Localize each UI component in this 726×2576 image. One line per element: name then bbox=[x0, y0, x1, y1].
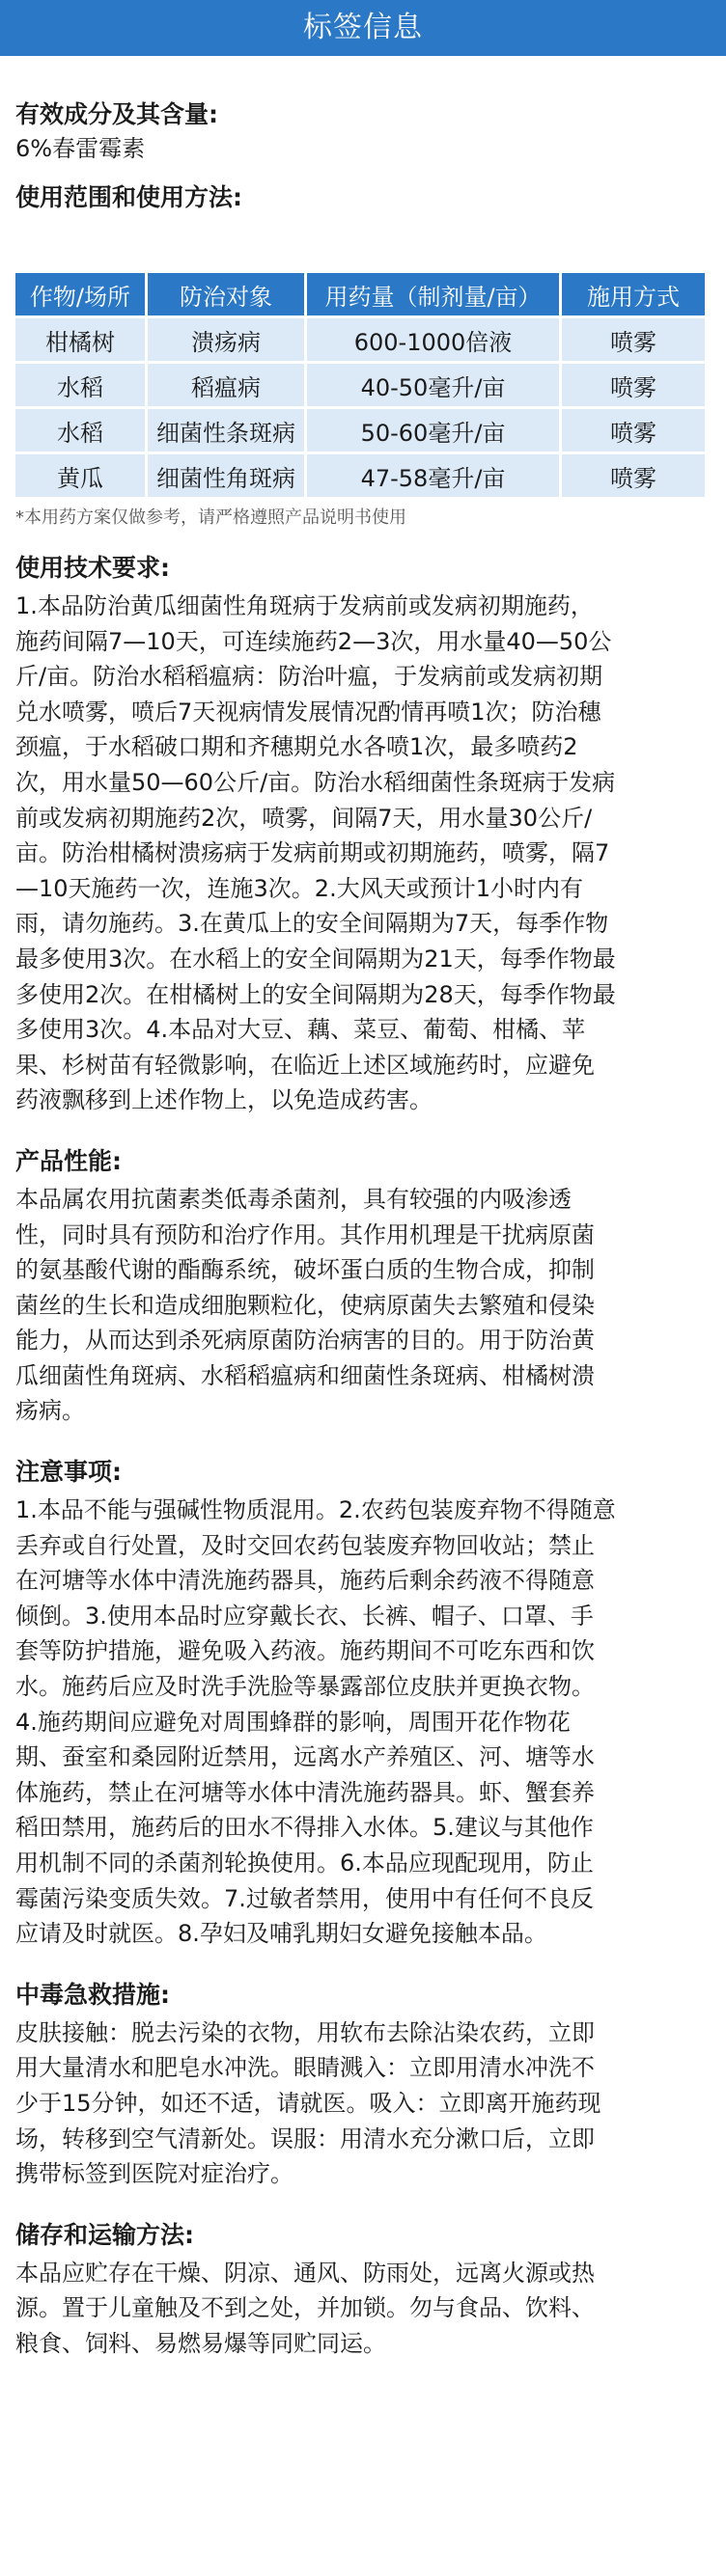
text-line: 用机制不同的杀菌剂轮换使用。6.本品应现配现用，防止 bbox=[15, 1850, 594, 1877]
text-line: 的氨基酸代谢的酯酶系统，破坏蛋白质的生物合成，抑制 bbox=[15, 1256, 595, 1284]
text-line: 次，用水量50—60公斤/亩。防治水稻细菌性条斑病于发病 bbox=[15, 768, 616, 796]
text-line: 用大量清水和肥皂水冲洗。眼睛溅入：立即用清水冲洗不 bbox=[15, 2054, 595, 2082]
storage-heading: 储存和运输方法: bbox=[15, 2220, 194, 2249]
text-line: 应请及时就医。8.孕妇及哺乳期妇女避免接触本品。 bbox=[15, 1920, 547, 1948]
text-line: 霉菌污染变质失效。7.过敏者禁用，使用中有任何不良反 bbox=[15, 1884, 594, 1912]
text-line: 药液飘移到上述作物上，以免造成药害。 bbox=[15, 1086, 433, 1114]
text-line: 水。施药后应及时洗手洗脸等暴露部位皮肤并更换衣物。 bbox=[15, 1673, 595, 1701]
text-line: 能力，从而达到杀死病原菌防治病害的目的。用于防治黄 bbox=[15, 1327, 595, 1355]
crop-cell: 柑橘树 bbox=[15, 318, 145, 361]
text-line: 携带标签到医院对症治疗。 bbox=[15, 2160, 293, 2188]
text-line: 斤/亩。防治水稻稻瘟病：防治叶瘟，于发病前或发病初期 bbox=[15, 663, 603, 691]
first-aid-heading: 中毒急救措施: bbox=[15, 1980, 170, 2009]
precautions-text bbox=[15, 1493, 711, 1952]
dosage-cell: 50-60毫升/亩 bbox=[307, 409, 559, 452]
text-line: 场，转移到空气清新处。误服：用清水充分漱口后，立即 bbox=[15, 2124, 595, 2152]
target-cell: 稻瘟病 bbox=[148, 364, 304, 406]
text-line: 前或发病初期施药2次，喷雾，间隔7天，用水量30公斤/ bbox=[15, 804, 593, 832]
text-line: 皮肤接触：脱去污染的衣物，用软布去除沾染农药，立即 bbox=[15, 2018, 595, 2046]
table-row bbox=[15, 318, 705, 361]
usage-note: *本用药方案仅做参考，请严格遵照产品说明书使用 bbox=[15, 507, 406, 528]
text-line: 雨，请勿施药。3.在黄瓜上的安全间隔期为7天，每季作物 bbox=[15, 910, 609, 938]
label-content bbox=[0, 98, 726, 2362]
text-line: 1.本品防治黄瓜细菌性角斑病于发病前或发病初期施药， bbox=[15, 592, 594, 619]
method-cell: 喷雾 bbox=[562, 454, 705, 497]
text-line: 果、杉树苗有轻微影响，在临近上述区域施药时，应避免 bbox=[15, 1051, 595, 1079]
text-line: 性，同时具有预防和治疗作用。其作用机理是干扰病原菌 bbox=[15, 1220, 595, 1248]
column-header-method: 施用方式 bbox=[562, 273, 705, 315]
technique-text bbox=[15, 589, 711, 1118]
first-aid-text bbox=[15, 2015, 711, 2192]
target-cell: 细菌性条斑病 bbox=[148, 409, 304, 452]
text-line: 本品属农用抗菌素类低毒杀菌剂，具有较强的内吸渗透 bbox=[15, 1185, 572, 1213]
ingredient-value: 6%春雷霉素 bbox=[15, 135, 146, 162]
performance-text bbox=[15, 1182, 711, 1429]
text-line: 少于15分钟，如还不适，请就医。吸入：立即离开施药现 bbox=[15, 2089, 601, 2117]
target-cell: 细菌性角斑病 bbox=[148, 454, 304, 497]
text-line: 4.施药期间应避免对周围蜂群的影响，周围开花作物花 bbox=[15, 1708, 571, 1736]
table-row bbox=[15, 409, 705, 452]
text-line: 兑水喷雾，喷后7天视病情发展情况酌情再喷1次；防治穗 bbox=[15, 698, 601, 726]
target-cell: 溃疡病 bbox=[148, 318, 304, 361]
column-header-dosage: 用药量（制剂量/亩） bbox=[307, 273, 559, 315]
usage-table bbox=[13, 270, 708, 500]
text-line: 期、蚕室和桑园附近禁用，远离水产养殖区、河、塘等水 bbox=[15, 1743, 595, 1771]
crop-cell: 水稻 bbox=[15, 364, 145, 406]
text-line: 疡病。 bbox=[15, 1397, 85, 1425]
usage-heading: 使用范围和使用方法: bbox=[15, 183, 242, 211]
text-line: 施药间隔7—10天，可连续施药2—3次，用水量40—50公 bbox=[15, 627, 612, 655]
text-line: 多使用2次。在柑橘树上的安全间隔期为28天，每季作物最 bbox=[15, 980, 616, 1008]
text-line: 稻田禁用，施药后的田水不得排入水体。5.建议与其他作 bbox=[15, 1814, 594, 1842]
technique-heading: 使用技术要求: bbox=[15, 554, 170, 582]
dosage-cell: 600-1000倍液 bbox=[307, 318, 559, 361]
text-line: 体施药，禁止在河塘等水体中清洗施药器具。虾、蟹套养 bbox=[15, 1778, 595, 1806]
text-line: —10天施药一次，连施3次。2.大风天或预计1小时内有 bbox=[15, 874, 583, 902]
column-header-crop: 作物/场所 bbox=[15, 273, 145, 315]
dosage-cell: 47-58毫升/亩 bbox=[307, 454, 559, 497]
column-header-target: 防治对象 bbox=[148, 273, 304, 315]
method-cell: 喷雾 bbox=[562, 318, 705, 361]
text-line: 在河塘等水体中清洗施药器具，施药后剩余药液不得随意 bbox=[15, 1567, 595, 1595]
text-line: 丢弃或自行处置，及时交回农药包装废弃物回收站；禁止 bbox=[15, 1531, 595, 1559]
storage-text bbox=[15, 2256, 711, 2362]
performance-heading: 产品性能: bbox=[15, 1146, 122, 1175]
table-row bbox=[15, 364, 705, 406]
usage-table-header-row bbox=[15, 273, 705, 315]
page-title: 标签信息 bbox=[303, 11, 423, 44]
text-line: 1.本品不能与强碱性物质混用。2.农药包装废弃物不得随意 bbox=[15, 1496, 616, 1524]
text-line: 瓜细菌性角斑病、水稻稻瘟病和细菌性条斑病、柑橘树溃 bbox=[15, 1361, 595, 1389]
ingredient-heading: 有效成分及其含量: bbox=[15, 100, 218, 128]
page-header bbox=[0, 0, 726, 56]
text-line: 多使用3次。4.本品对大豆、藕、菜豆、葡萄、柑橘、苹 bbox=[15, 1016, 586, 1044]
text-line: 颈瘟，于水稻破口期和齐穗期兑水各喷1次，最多喷药2 bbox=[15, 733, 578, 761]
method-cell: 喷雾 bbox=[562, 364, 705, 406]
table-row bbox=[15, 454, 705, 497]
text-line: 粮食、饲料、易燃易爆等同贮同运。 bbox=[15, 2329, 386, 2357]
text-line: 菌丝的生长和造成细胞颗粒化，使病原菌失去繁殖和侵染 bbox=[15, 1291, 595, 1319]
text-line: 最多使用3次。在水稻上的安全间隔期为21天，每季作物最 bbox=[15, 945, 616, 973]
crop-cell: 黄瓜 bbox=[15, 454, 145, 497]
text-line: 本品应贮存在干燥、阴凉、通风、防雨处，远离火源或热 bbox=[15, 2259, 595, 2287]
crop-cell: 水稻 bbox=[15, 409, 145, 452]
precautions-heading: 注意事项: bbox=[15, 1458, 122, 1487]
text-line: 倾倒。3.使用本品时应穿戴长衣、长裤、帽子、口罩、手 bbox=[15, 1602, 594, 1630]
method-cell: 喷雾 bbox=[562, 409, 705, 452]
text-line: 套等防护措施，避免吸入药液。施药期间不可吃东西和饮 bbox=[15, 1637, 595, 1665]
text-line: 源。置于儿童触及不到之处，并加锁。勿与食品、饮料、 bbox=[15, 2294, 595, 2322]
text-line: 亩。防治柑橘树溃疡病于发病前期或初期施药，喷雾，隔7 bbox=[15, 839, 610, 867]
dosage-cell: 40-50毫升/亩 bbox=[307, 364, 559, 406]
